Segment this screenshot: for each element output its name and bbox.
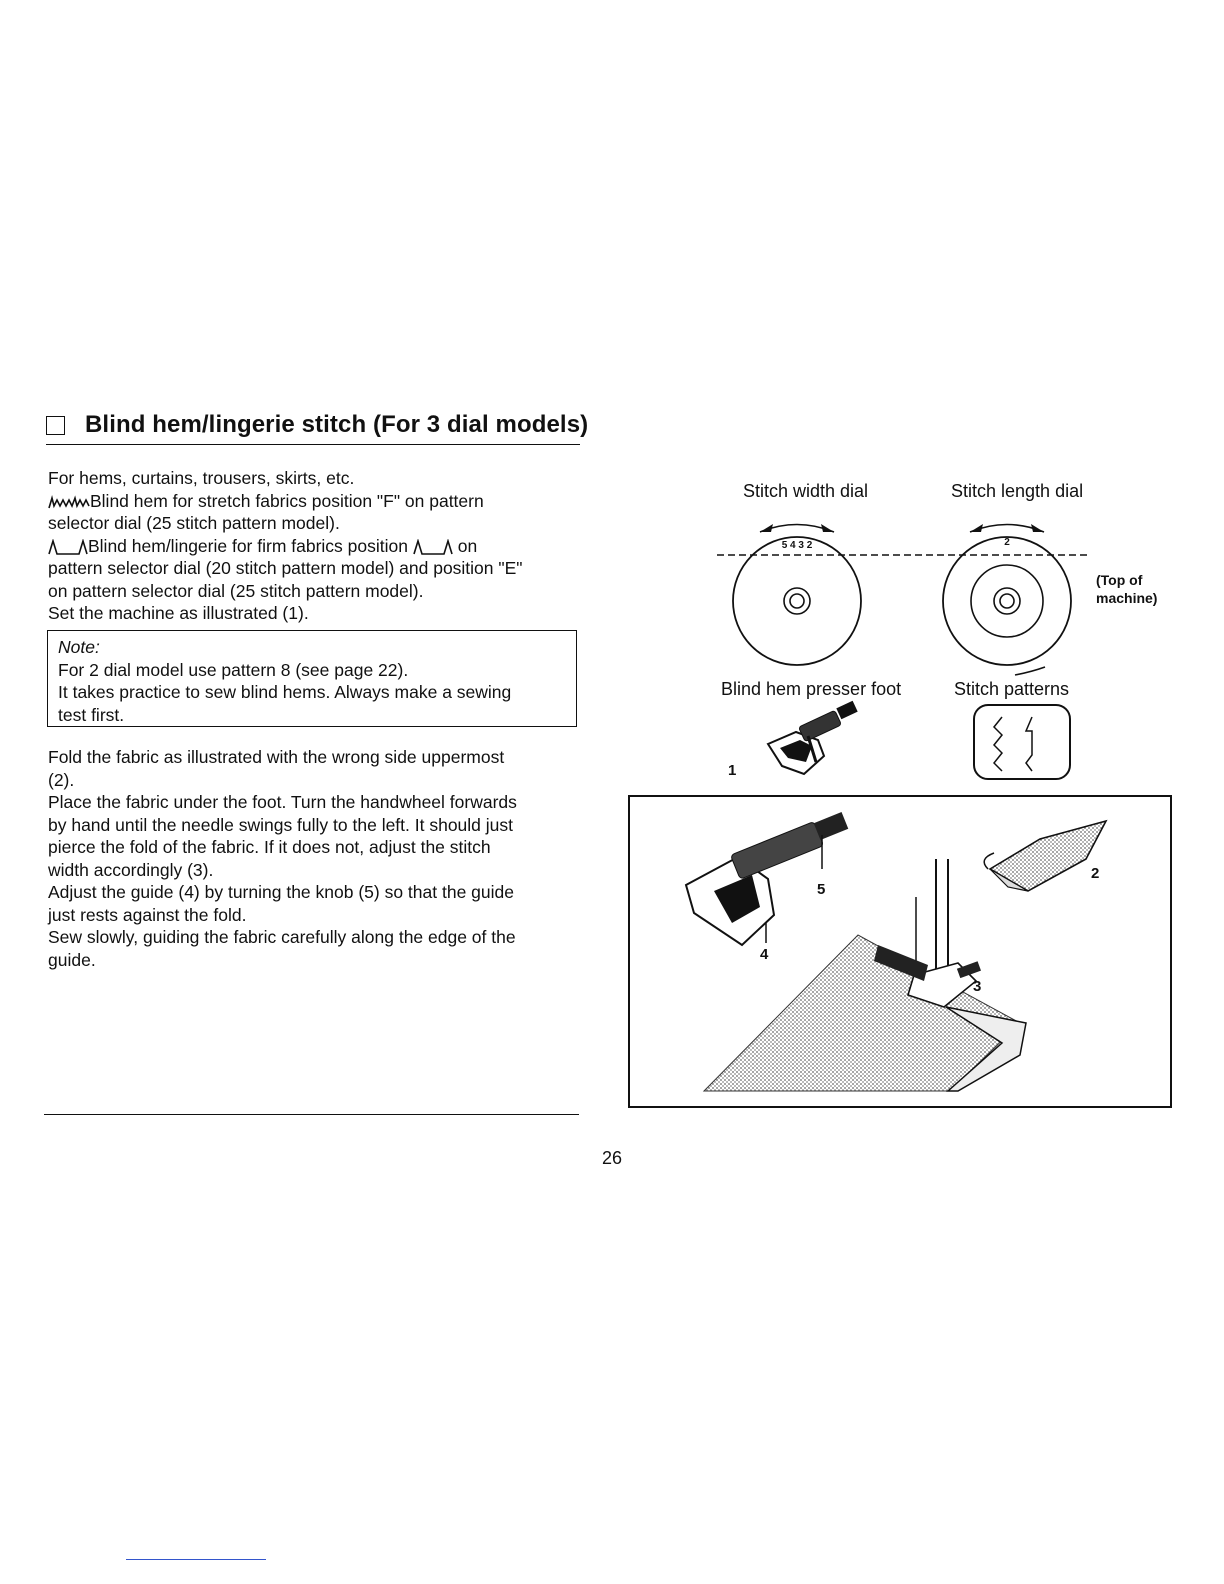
- callout-5: 5: [817, 881, 826, 898]
- top-of-machine-line: machine): [1096, 590, 1158, 606]
- heading-checkbox-icon: [46, 416, 65, 435]
- bottom-rule: [44, 1114, 579, 1115]
- note-line: test first.: [58, 704, 125, 725]
- length-dial-mark: 2: [1004, 537, 1010, 548]
- stitch-length-dial-label: Stitch length dial: [951, 481, 1084, 501]
- note-box: [47, 630, 577, 727]
- top-of-machine-note: [1096, 571, 1157, 607]
- stretch-blind-hem-stitch-icon: [48, 494, 90, 510]
- instruction-line: width accordingly (3).: [48, 859, 214, 880]
- intro-line-stretch: [48, 490, 588, 513]
- intro-line: Blind hem for stretch fabrics position "F" on pattern: [90, 490, 484, 511]
- callout-2: 2: [1091, 865, 1100, 882]
- intro-line: Blind hem/lingerie for firm fabrics position: [88, 535, 408, 556]
- section-heading: [46, 408, 626, 442]
- intro-line: on: [457, 535, 478, 556]
- note-heading: Note:: [58, 637, 100, 657]
- intro-line: pattern selector dial (20 stitch pattern model) and position "E": [48, 558, 523, 578]
- blind-hem-stitch-icon: [48, 539, 88, 555]
- instruction-line: (2).: [48, 769, 75, 790]
- callout-4: 4: [760, 946, 769, 963]
- callout-1: 1: [728, 762, 737, 779]
- intro-text: [48, 467, 588, 625]
- blind-hem-stitch-icon: [413, 539, 453, 555]
- intro-line-firm: [48, 535, 588, 558]
- page-number: 26: [601, 1148, 623, 1168]
- instruction-line: just rests against the fold.: [48, 904, 247, 925]
- title-underline: [46, 444, 580, 445]
- section-title: Blind hem/lingerie stitch (For 3 dial models): [85, 411, 589, 438]
- top-of-machine-line: (Top of: [1096, 572, 1143, 588]
- intro-line: For hems, curtains, trousers, skirts, etc.: [48, 468, 355, 488]
- instruction-line: pierce the fold of the fabric. If it does not, adjust the stitch: [48, 837, 491, 857]
- intro-line: Set the machine as illustrated (1).: [48, 603, 309, 623]
- instruction-line: guide.: [48, 949, 96, 970]
- width-dial-marks: 5 4 3 2: [781, 540, 813, 551]
- dials-diagram: [715, 515, 1095, 685]
- stitch-width-dial-label: Stitch width dial: [743, 481, 869, 501]
- sewing-illustration: [628, 795, 1174, 1109]
- instructions-text: [48, 746, 588, 971]
- stitch-patterns-icon: [972, 703, 1074, 781]
- instruction-line: Place the fabric under the foot. Turn the handwheel forwards: [48, 792, 517, 812]
- note-line: For 2 dial model use pattern 8 (see page 22).: [58, 659, 409, 680]
- instruction-line: Adjust the guide (4) by turning the knob (5) so that the guide: [48, 882, 514, 902]
- instruction-line: by hand until the needle swings fully to the left. It should just: [48, 814, 514, 835]
- footer-mark: [126, 1559, 266, 1560]
- presser-foot-icon: [760, 700, 870, 780]
- stitch-length-dial-icon: [943, 524, 1071, 675]
- callout-3: 3: [973, 978, 982, 995]
- note-line: It takes practice to sew blind hems. Always make a sewing: [58, 682, 512, 702]
- instruction-line: Sew slowly, guiding the fabric carefully along the edge of the: [48, 927, 516, 947]
- stitch-width-dial-icon: [733, 524, 861, 665]
- stitch-patterns-label: Stitch patterns: [954, 679, 1070, 699]
- presser-foot-label: Blind hem presser foot: [721, 679, 902, 699]
- intro-line: selector dial (25 stitch pattern model).: [48, 513, 340, 533]
- intro-line: on pattern selector dial (25 stitch pattern model).: [48, 580, 424, 601]
- instruction-line: Fold the fabric as illustrated with the wrong side uppermost: [48, 747, 505, 767]
